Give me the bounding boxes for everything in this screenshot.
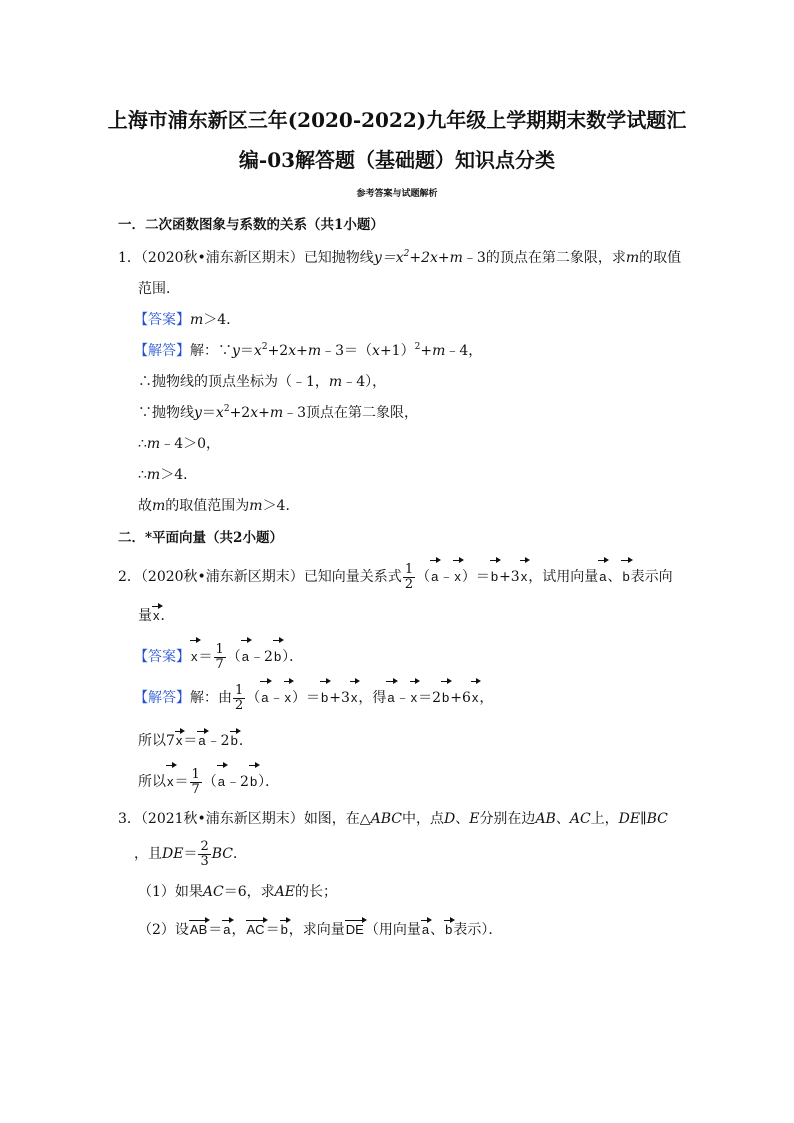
question-1-solution-line-6: 故m的取值范围为m＞4．	[138, 498, 300, 514]
document-title-line-1: 上海市浦东新区三年(2020-2022)九年级上学期期末数学试题汇	[107, 108, 687, 132]
section-heading-1: 一．二次函数图象与系数的关系（共1小题）	[118, 217, 384, 233]
solution-text: ，得	[358, 690, 387, 706]
vector-x: x	[520, 560, 529, 594]
solution-tag: 【解答】	[134, 690, 190, 706]
fraction	[403, 563, 415, 592]
question-1-solution-line-4: ∴m﹣4＞0，	[138, 436, 221, 452]
vector-x: x	[453, 560, 462, 594]
question-number: 3．	[118, 811, 141, 827]
question-1-solution-line-2: ∴抛物线的顶点坐标为（﹣1，m﹣4），	[138, 374, 387, 390]
vector-x: x	[190, 640, 199, 674]
vector-a: a	[217, 765, 226, 799]
vector-b: b	[249, 765, 258, 799]
answer-tag: 【答案】	[134, 312, 190, 328]
vector-a: a	[598, 560, 607, 594]
fraction-numerator: 1	[191, 766, 200, 782]
question-source: （2020秋•浦东新区期末）	[140, 250, 304, 266]
question-2-line-2: 量x．	[138, 608, 175, 624]
question-number: 1．	[118, 250, 141, 266]
fraction-denominator: 7	[215, 656, 224, 672]
solution-text: 所以	[138, 774, 166, 790]
solution-text: 所以	[138, 733, 166, 749]
question-text: 量	[138, 608, 152, 624]
question-2-solution-line-1: 【解答】解：由 $\frac{1}{2}$ （a﹣x）＝b+3x，得a﹣x＝2b+6x，	[134, 681, 493, 715]
vector-a: a	[386, 681, 395, 715]
answer-text-tail: ＞4．	[203, 312, 241, 328]
question-3-line-1	[118, 809, 668, 829]
question-source: （2020秋•浦东新区期末）	[140, 569, 304, 585]
question-3-part-2: （2）设AB＝a，AC＝b，求向量DE（用向量a、b表示）．	[138, 922, 503, 938]
question-1-solution-line-1	[134, 341, 482, 361]
math-variable: m	[625, 250, 640, 266]
fraction-numerator: 1	[235, 682, 244, 698]
vector-b: b	[441, 681, 450, 715]
vector-x: x	[350, 681, 359, 715]
question-text: （用向量	[364, 922, 421, 938]
vector-x: x	[471, 681, 480, 715]
fraction-denominator: 2	[235, 697, 244, 713]
vector-b: b	[320, 681, 329, 715]
question-3-line-2	[134, 837, 247, 871]
question-text: （2）设	[138, 922, 189, 938]
vector-a: a	[241, 640, 250, 674]
question-text: 如图，在△ABC中，点D、E分别在边AB、AC上，DE∥BC	[303, 811, 668, 827]
question-2-answer: 【答案】x＝ $\frac{1}{7}$ （a﹣2b）．	[134, 640, 303, 674]
vector-DE: DE	[345, 920, 365, 940]
fraction	[190, 768, 202, 797]
solution-text: 解：由	[190, 690, 232, 706]
vector-b: b	[230, 731, 239, 751]
solution-text: 解：$\because y=x^2+2x+m﹣3=(x+1)^2+m﹣4$，	[190, 342, 483, 359]
fraction-denominator: 3	[200, 853, 209, 869]
vector-b: b	[273, 640, 282, 674]
question-2-line-1: 2．（2020秋•浦东新区期末）已知向量关系式 $\frac{1}{2}$ （a﹣x）＝b+3x，试用向量a、b表示向	[118, 560, 673, 594]
question-3-part-1: （1）如果AC＝6，求AE的长；	[138, 884, 338, 900]
vector-b: b	[280, 920, 289, 940]
question-1-solution-line-5: ∴m＞4．	[138, 467, 198, 483]
answer-text: m	[190, 312, 204, 328]
vector-x: x	[166, 765, 175, 799]
vector-x: x	[152, 606, 161, 626]
question-text: 的取值	[639, 250, 682, 266]
vector-x: x	[175, 731, 184, 751]
vector-b: b	[444, 920, 453, 940]
section-heading-2: 二．*平面向量（共2小题）	[118, 530, 283, 546]
question-2-solution-line-3: 所以x＝ $\frac{1}{7}$ （a﹣2b）．	[138, 765, 279, 799]
vector-x: x	[284, 681, 293, 715]
question-text: 表示）．	[453, 922, 503, 938]
question-text: ，求向量	[288, 922, 345, 938]
vector-x: x	[410, 681, 419, 715]
vector-AB: AB	[189, 920, 208, 940]
solution-tag: 【解答】	[134, 343, 190, 359]
question-text: 表示向	[630, 569, 673, 585]
question-1-solution-line-3: ∵抛物线$y=x^2+2x+m﹣3$顶点在第二象限，	[138, 404, 419, 421]
vector-a: a	[260, 681, 269, 715]
question-1-line-2: 范围．	[138, 281, 180, 297]
vector-b: b	[490, 560, 499, 594]
question-source: （2021秋•浦东新区期末）	[140, 811, 304, 827]
question-text: BC．	[211, 846, 247, 862]
question-text: 已知向量关系式	[303, 569, 402, 585]
answer-tag: 【答案】	[134, 649, 190, 665]
fraction	[214, 643, 226, 672]
math-expression: $y=x^2+2x+m$	[373, 249, 463, 266]
fraction	[233, 684, 245, 713]
vector-a: a	[222, 920, 231, 940]
question-text: ，试用向量	[528, 569, 599, 585]
fraction-numerator: 1	[215, 641, 224, 657]
question-text: ，且DE＝	[134, 846, 198, 862]
fraction	[198, 840, 210, 869]
question-text: 的顶点在第二象限，求	[485, 250, 626, 266]
fraction-numerator: 1	[404, 561, 414, 577]
question-text: 已知抛物线	[303, 250, 374, 266]
fraction-denominator: 2	[404, 576, 414, 592]
fraction-numerator: 2	[200, 838, 209, 854]
vector-a: a	[430, 560, 439, 594]
question-1-line-1	[118, 248, 681, 268]
vector-b: b	[621, 560, 630, 594]
vector-a: a	[197, 731, 206, 751]
vector-a: a	[421, 920, 430, 940]
vector-AC: AC	[246, 920, 266, 940]
math-expression-tail: ﹣3	[462, 250, 486, 266]
document-title-line-2: 编-03解答题（基础题）知识点分类	[238, 148, 556, 172]
question-1-answer	[134, 310, 240, 330]
question-2-solution-line-2: 所以7x＝a﹣2b．	[138, 733, 253, 749]
fraction-denominator: 7	[191, 781, 200, 797]
question-number: 2．	[118, 569, 141, 585]
document-subtitle: 参考答案与试题解析	[356, 189, 438, 199]
